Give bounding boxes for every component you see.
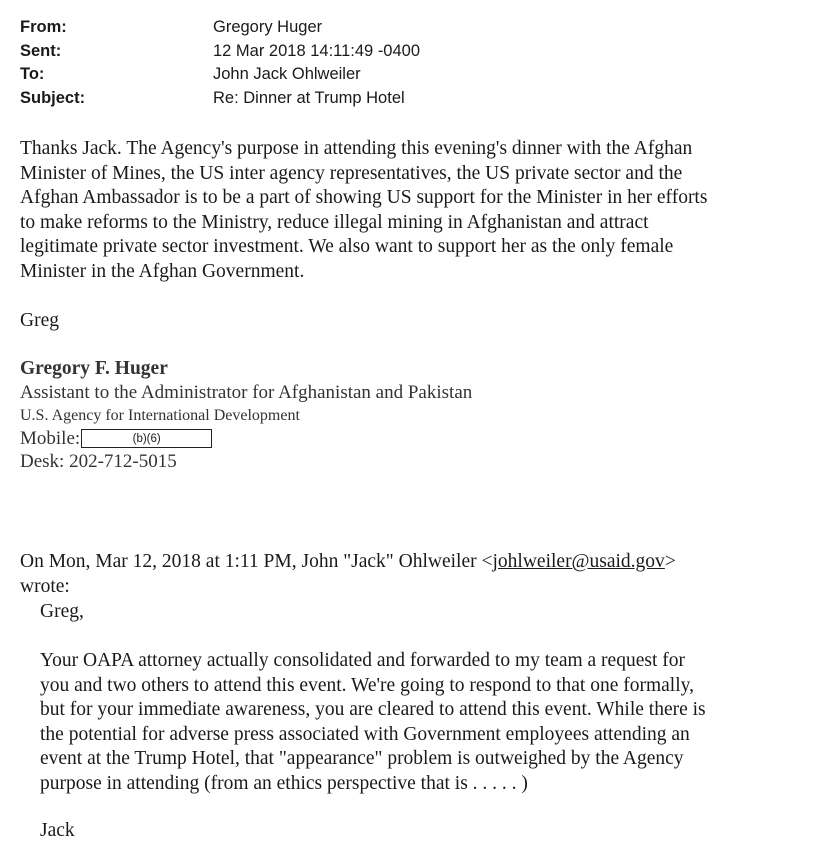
quoted-line: you and two others to attend this event. We're going to respond to that one formally,: [40, 674, 694, 696]
quoted-intro: [20, 550, 820, 599]
body-line: legitimate private sector investment. We also want to support her as the only female: [20, 236, 674, 257]
subject-label: Subject:: [20, 88, 86, 107]
email-link[interactable]: johlweiler@usaid.gov: [492, 551, 665, 572]
sent-value: 12 Mar 2018 14:11:49 -0400: [213, 41, 421, 60]
quoted-line: Your OAPA attorney actually consolidated and forwarded to my team a request for: [40, 650, 685, 671]
message-body: [20, 137, 810, 284]
body-line: Afghan Ambassador is to be a part of showing US support for the Minister in her efforts: [20, 187, 708, 208]
signature-org: U.S. Agency for International Development: [20, 407, 300, 424]
body-line: Thanks Jack. The Agency's purpose in attending this evening's dinner with the Afghan: [20, 138, 693, 159]
quoted-wrote: wrote:: [20, 575, 70, 597]
quoted-line: event at the Trump Hotel, that "appearance" problem is outweighed by the Agency: [40, 748, 684, 769]
quoted-line: but for your immediate awareness, you are cleared to attend this event. While there is: [40, 699, 706, 720]
quoted-greeting: Greg,: [40, 601, 84, 622]
quoted-intro-suffix: >: [664, 551, 676, 572]
redaction-box: (b)(6): [81, 429, 212, 448]
email-header: [20, 16, 820, 110]
signature-title: Assistant to the Administrator for Afghanistan and Pakistan: [20, 382, 473, 403]
body-line: to make reforms to the Ministry, reduce illegal mining in Afghanistan and attract: [20, 211, 649, 233]
body-line: Minister in the Afghan Government.: [20, 260, 305, 282]
body-line: Minister of Mines, the US inter agency representatives, the US private sector and the: [20, 162, 683, 184]
signature-desk: Desk: 202-712-5015: [20, 451, 177, 472]
signature-name: Gregory F. Huger: [20, 358, 168, 379]
message-closing: Greg: [20, 310, 59, 331]
from-label: From:: [20, 18, 67, 36]
quoted-line: purpose in attending (from an ethics perspective that is . . . . . ): [40, 772, 528, 794]
quoted-line: the potential for adverse press associated with Government employees attending an: [40, 723, 690, 745]
subject-row: [20, 87, 820, 111]
signature-mobile: [20, 427, 472, 450]
quoted-intro-line: [20, 550, 820, 575]
to-label: To:: [20, 65, 45, 83]
quoted-body: [40, 649, 825, 796]
signature-block: [20, 357, 472, 473]
subject-value: Re: Dinner at Trump Hotel: [213, 88, 405, 107]
mobile-label: Mobile:: [20, 428, 81, 449]
sent-row: [20, 40, 820, 64]
from-value: Gregory Huger: [213, 18, 323, 36]
from-row: [20, 16, 820, 40]
to-row: [20, 63, 820, 87]
to-value: John Jack Ohlweiler: [213, 65, 361, 83]
quoted-intro-prefix: On Mon, Mar 12, 2018 at 1:11 PM, John "Jack" Ohlweiler <: [20, 551, 493, 572]
quoted-signoff: Jack: [40, 820, 75, 841]
sent-label: Sent:: [20, 41, 62, 60]
